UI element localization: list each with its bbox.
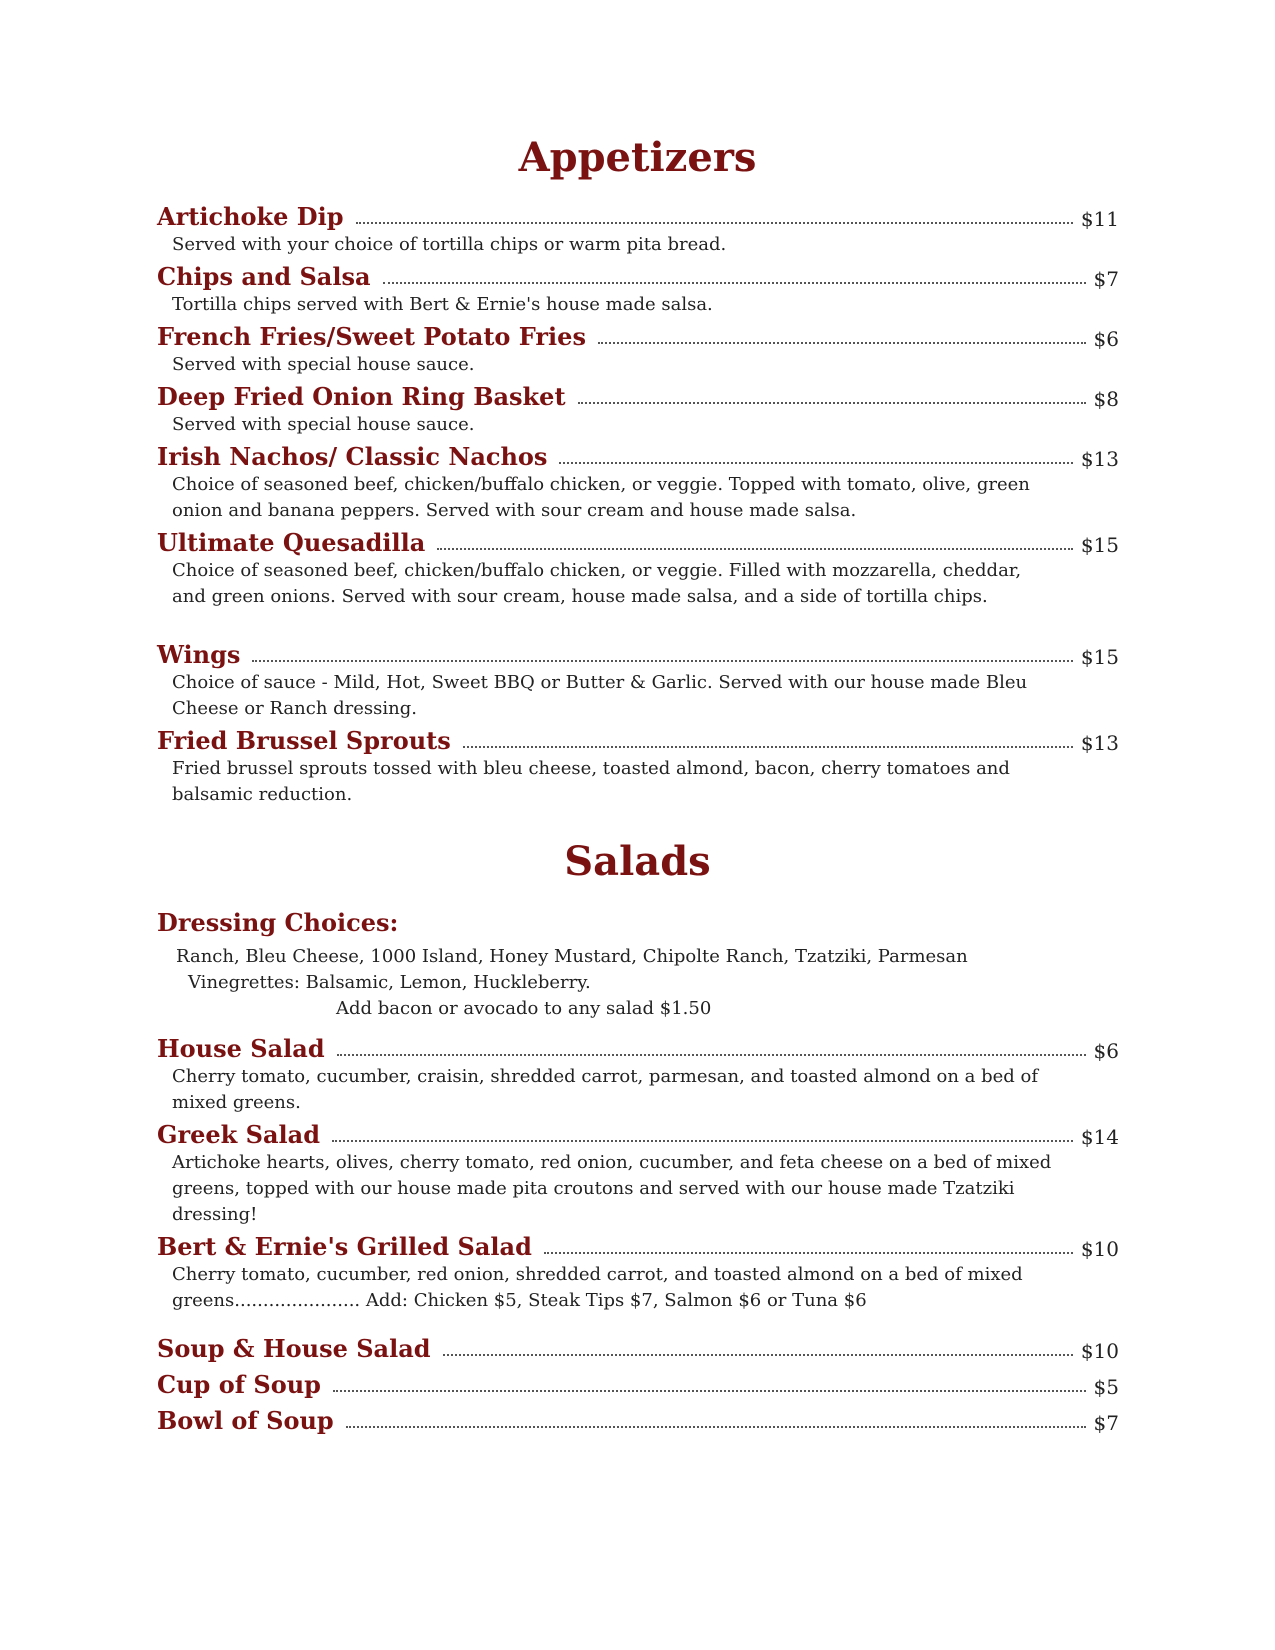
- item-description: Served with special house sauce.: [172, 354, 475, 375]
- item-name: Bowl of Soup: [157, 1406, 334, 1435]
- item-price: $15: [1080, 533, 1119, 557]
- dot-leader: [356, 222, 1073, 224]
- item-price: $14: [1080, 1125, 1119, 1149]
- menu-item-quesadilla: [157, 524, 1119, 558]
- item-price: $13: [1080, 731, 1119, 755]
- dressing-heading: Dressing Choices:: [157, 908, 399, 937]
- item-name: Deep Fried Onion Ring Basket: [157, 382, 566, 411]
- item-name: Artichoke Dip: [157, 202, 344, 231]
- menu-item-chips-salsa: [157, 258, 1119, 292]
- menu-item-cup-of-soup: [157, 1366, 1119, 1400]
- item-price: $10: [1080, 1237, 1119, 1261]
- menu-item-onion-rings: [157, 378, 1119, 412]
- dot-leader: [598, 342, 1086, 344]
- dot-leader: [463, 746, 1073, 748]
- item-price: $7: [1093, 267, 1119, 291]
- dot-leader: [252, 660, 1072, 662]
- dot-leader: [332, 1140, 1073, 1142]
- menu-item-brussel-sprouts: [157, 722, 1119, 756]
- item-name: French Fries/Sweet Potato Fries: [157, 322, 586, 351]
- item-name: Greek Salad: [157, 1120, 320, 1149]
- item-description: Choice of sauce - Mild, Hot, Sweet BBQ or Butter & Garlic. Served with our house made Bleu Cheese or Ranch dressing.: [172, 672, 1028, 719]
- dot-leader: [383, 282, 1086, 284]
- item-description: Choice of seasoned beef, chicken/buffalo chicken, or veggie. Filled with mozzarella, cheddar, and green onions. Served with sour cream, house made salsa, and a side of tortilla chips.: [172, 560, 1022, 607]
- dressing-list: Ranch, Bleu Cheese, 1000 Island, Honey Mustard, Chipolte Ranch, Tzatziki, Parmesan: [176, 946, 968, 967]
- dot-leader: [443, 1354, 1073, 1356]
- item-price: $15: [1080, 645, 1119, 669]
- item-name: Wings: [157, 640, 241, 669]
- item-name: Fried Brussel Sprouts: [157, 726, 451, 755]
- item-name: Soup & House Salad: [157, 1334, 431, 1363]
- item-price: $8: [1093, 387, 1119, 411]
- dot-leader: [346, 1426, 1086, 1428]
- item-description: Cherry tomato, cucumber, red onion, shredded carrot, and toasted almond on a bed of mixed greens...................... Add: Chicken $5, Steak Tips $7, Salmon $6 or Tuna $6: [172, 1264, 1023, 1311]
- item-price: $13: [1080, 447, 1119, 471]
- dot-leader: [333, 1390, 1086, 1392]
- dot-leader: [578, 402, 1086, 404]
- menu-item-artichoke-dip: [157, 198, 1119, 232]
- item-price: $5: [1093, 1375, 1119, 1399]
- item-price: $11: [1080, 207, 1119, 231]
- item-name: House Salad: [157, 1034, 325, 1063]
- item-name: Irish Nachos/ Classic Nachos: [157, 442, 548, 471]
- item-name: Cup of Soup: [157, 1370, 321, 1399]
- dot-leader: [544, 1252, 1073, 1254]
- dot-leader: [559, 462, 1072, 464]
- menu-item-wings: [157, 636, 1119, 670]
- item-price: $6: [1093, 1039, 1119, 1063]
- item-description: Served with your choice of tortilla chips or warm pita bread.: [172, 234, 727, 255]
- item-name: Bert & Ernie's Grilled Salad: [157, 1232, 532, 1261]
- appetizers-title: Appetizers: [518, 134, 757, 181]
- item-description: Fried brussel sprouts tossed with bleu cheese, toasted almond, bacon, cherry tomatoes and balsamic reduction.: [172, 758, 1010, 805]
- item-description: Served with special house sauce.: [172, 414, 475, 435]
- menu-item-bowl-of-soup: [157, 1402, 1119, 1436]
- item-description: Cherry tomato, cucumber, craisin, shredded carrot, parmesan, and toasted almond on a bed of mixed greens.: [172, 1066, 1039, 1113]
- dot-leader: [437, 548, 1073, 550]
- item-price: $10: [1080, 1339, 1119, 1363]
- item-name: Ultimate Quesadilla: [157, 528, 426, 557]
- item-price: $7: [1093, 1411, 1119, 1435]
- menu-item-grilled-salad: [157, 1228, 1119, 1262]
- item-price: $6: [1093, 327, 1119, 351]
- dot-leader: [337, 1054, 1086, 1056]
- item-description: Tortilla chips served with Bert & Ernie's house made salsa.: [172, 294, 713, 315]
- item-name: Chips and Salsa: [157, 262, 371, 291]
- vinegrette-list: Vinegrettes: Balsamic, Lemon, Huckleberry.: [188, 972, 591, 993]
- menu-item-nachos: [157, 438, 1119, 472]
- menu-item-soup-house-salad: [157, 1330, 1119, 1364]
- salads-title: Salads: [564, 838, 711, 885]
- salad-addon-note: Add bacon or avocado to any salad $1.50: [336, 998, 712, 1019]
- menu-item-fries: [157, 318, 1119, 352]
- item-description: Choice of seasoned beef, chicken/buffalo chicken, or veggie. Topped with tomato, olive, green onion and banana peppers. Served with sour cream and house made salsa.: [172, 474, 1030, 521]
- menu-item-house-salad: [157, 1030, 1119, 1064]
- item-description: Artichoke hearts, olives, cherry tomato, red onion, cucumber, and feta cheese on a bed of mixed greens, topped with our house made pita croutons and served with our house made Tzatziki dressing!: [172, 1152, 1052, 1225]
- menu-item-greek-salad: [157, 1116, 1119, 1150]
